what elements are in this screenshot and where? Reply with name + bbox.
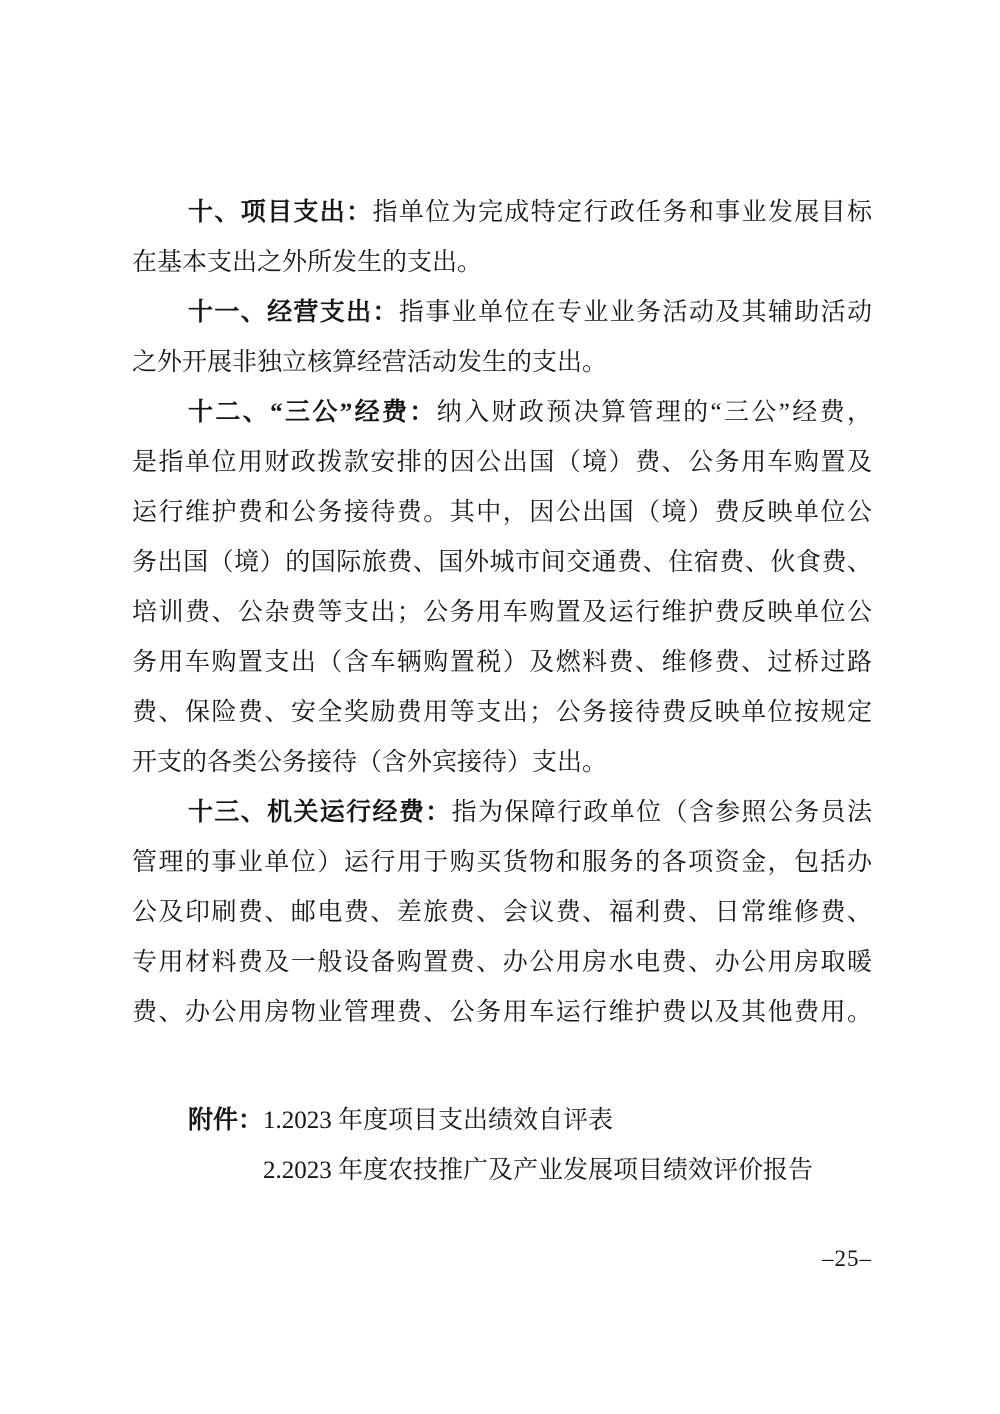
attachments-block [132, 1096, 872, 1196]
line-text: 纳入财政预决算管理的“三公”经费， [436, 399, 872, 426]
body-line: 务出国（境）的国际旅费、国外城市间交通费、住宿费、伙食费、 [132, 549, 872, 576]
paragraph-term-13 [132, 788, 872, 1038]
attachment-item: 2.2023 年度农技推广及产业发展项目绩效评价报告 [263, 1157, 814, 1184]
body-line: 培训费、公杂费等支出；公务用车购置及运行维护费反映单位公 [132, 599, 872, 626]
body-line [132, 288, 872, 338]
attachments-label: 附件： [188, 1107, 264, 1134]
body-line: 务用车购置支出（含车辆购置税）及燃料费、维修费、过桥过路 [132, 649, 872, 676]
document-body [132, 188, 872, 1196]
term-label: 十一、经营支出： [188, 299, 399, 326]
term-label: 十、项目支出： [188, 199, 373, 226]
body-line: 费、办公用房物业管理费、公务用车运行维护费以及其他费用。 [132, 999, 872, 1026]
body-line: 管理的事业单位）运行用于购买货物和服务的各项资金，包括办 [132, 849, 872, 876]
attachment-item [132, 1096, 872, 1146]
body-line: 公及印刷费、邮电费、差旅费、会议费、福利费、日常维修费、 [132, 899, 872, 926]
body-line [132, 188, 872, 238]
body-line: 在基本支出之外所发生的支出。 [132, 249, 483, 276]
line-text: 指为保障行政单位（含参照公务员法 [451, 799, 872, 826]
body-line [132, 388, 872, 438]
line-text: 指事业单位在专业业务活动及其辅助活动 [398, 299, 872, 326]
body-line: 之外开展非独立核算经营活动发生的支出。 [132, 349, 608, 376]
term-label: 十三、机关运行经费： [188, 799, 452, 826]
body-line: 专用材料费及一般设备购置费、办公用房水电费、办公用房取暖 [132, 949, 872, 976]
attachment-item-text: 1.2023 年度项目支出绩效自评表 [263, 1107, 614, 1134]
paragraph-term-10 [132, 188, 872, 288]
line-text: 指单位为完成特定行政任务和事业发展目标 [372, 199, 872, 226]
body-line [132, 788, 872, 838]
page-number: –25– [822, 1246, 872, 1271]
body-line: 运行维护费和公务接待费。其中，因公出国（境）费反映单位公 [132, 499, 872, 526]
paragraph-term-12 [132, 388, 872, 788]
body-line: 费、保险费、安全奖励费用等支出；公务接待费反映单位按规定 [132, 699, 872, 726]
body-line: 是指单位用财政拨款安排的因公出国（境）费、公务用车购置及 [132, 449, 872, 476]
body-line: 开支的各类公务接待（含外宾接待）支出。 [132, 749, 608, 776]
term-label: 十二、“三公”经费： [188, 399, 437, 426]
paragraph-term-11 [132, 288, 872, 388]
